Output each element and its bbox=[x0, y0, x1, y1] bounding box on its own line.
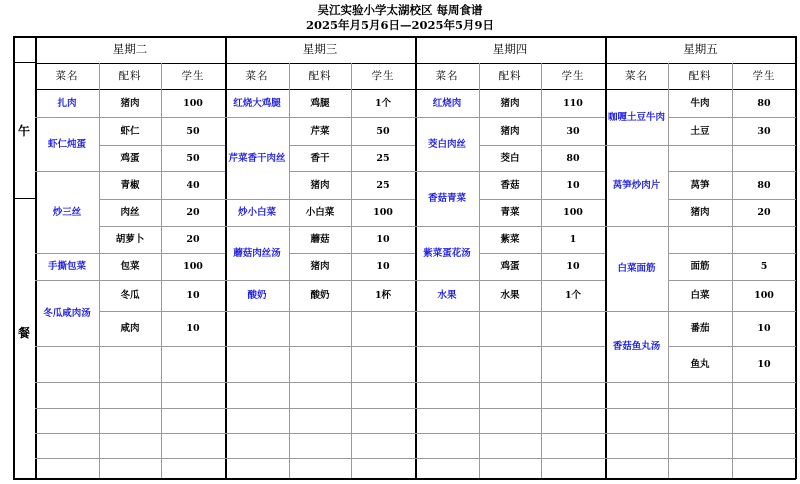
grid-line bbox=[605, 433, 668, 434]
ingredient: 猪肉 bbox=[690, 207, 710, 218]
lunch-label-char: 午 bbox=[17, 123, 30, 138]
student-quantity: 20 bbox=[186, 234, 200, 245]
grid-line bbox=[415, 311, 479, 312]
grid-line bbox=[225, 346, 289, 347]
ingredient: 猪肉 bbox=[310, 179, 330, 191]
ingredient: 莴笋 bbox=[690, 179, 710, 191]
student-quantity: 10 bbox=[186, 323, 200, 334]
grid-line bbox=[99, 346, 225, 347]
dish-name: 蘑菇肉丝汤 bbox=[233, 247, 281, 259]
column-header: 学生 bbox=[561, 69, 585, 82]
ingredient: 包菜 bbox=[120, 261, 140, 272]
ingredient: 鱼丸 bbox=[690, 358, 710, 370]
dish-name: 虾仁炖蛋 bbox=[47, 138, 86, 150]
grid-line bbox=[415, 382, 479, 383]
grid-line bbox=[13, 198, 35, 199]
ingredient: 水果 bbox=[500, 290, 520, 301]
ingredient: 猪肉 bbox=[500, 125, 520, 137]
grid-line bbox=[668, 226, 796, 227]
column-header: 配料 bbox=[688, 69, 712, 82]
student-quantity: 25 bbox=[376, 152, 390, 164]
ingredient: 香干 bbox=[310, 152, 330, 164]
grid-line bbox=[479, 458, 605, 459]
student-quantity: 50 bbox=[186, 125, 200, 137]
dish-name: 水果 bbox=[437, 290, 457, 301]
day-header: 星期四 bbox=[492, 42, 528, 56]
grid-line bbox=[35, 433, 99, 434]
student-quantity: 50 bbox=[376, 125, 390, 137]
column-header: 学生 bbox=[371, 69, 395, 82]
student-quantity: 20 bbox=[186, 207, 200, 218]
dish-name: 芹菜香干肉丝 bbox=[228, 152, 286, 164]
ingredient: 面筋 bbox=[690, 261, 710, 272]
student-quantity: 100 bbox=[373, 207, 393, 218]
ingredient: 蘑菇 bbox=[310, 234, 330, 245]
student-quantity: 100 bbox=[563, 207, 583, 218]
dish-name: 紫菜蛋花汤 bbox=[423, 247, 471, 259]
student-quantity: 20 bbox=[757, 207, 771, 218]
ingredient: 鸡蛋 bbox=[500, 261, 520, 272]
student-quantity: 10 bbox=[757, 358, 771, 370]
student-quantity: 80 bbox=[757, 179, 771, 191]
grid-line bbox=[289, 311, 415, 312]
grid-line bbox=[225, 382, 289, 383]
ingredient: 猪肉 bbox=[500, 97, 520, 109]
ingredient: 肉丝 bbox=[120, 207, 140, 218]
dish-name: 红烧大鸡腿 bbox=[233, 97, 281, 109]
grid-line bbox=[415, 346, 479, 347]
lunch-label-char: 餐 bbox=[17, 325, 30, 340]
grid-line bbox=[605, 382, 668, 383]
dish-name: 炒三丝 bbox=[52, 206, 82, 218]
grid-line bbox=[289, 408, 415, 409]
student-quantity: 25 bbox=[376, 179, 390, 191]
ingredient: 胡萝卜 bbox=[115, 234, 145, 245]
student-quantity: 10 bbox=[376, 261, 390, 272]
column-header: 菜名 bbox=[435, 69, 459, 82]
grid-line bbox=[289, 346, 415, 347]
grid-line bbox=[479, 408, 605, 409]
ingredient: 茭白 bbox=[500, 152, 520, 164]
dish-name: 香菇鱼丸汤 bbox=[612, 341, 661, 352]
column-header: 菜名 bbox=[625, 69, 648, 82]
day-header: 星期三 bbox=[302, 42, 338, 56]
column-header: 配料 bbox=[118, 69, 142, 82]
grid-line bbox=[668, 408, 796, 409]
grid-line bbox=[479, 382, 605, 383]
ingredient: 酸奶 bbox=[310, 290, 330, 301]
grid-line bbox=[479, 433, 605, 434]
grid-line bbox=[605, 458, 668, 459]
student-quantity: 110 bbox=[563, 97, 583, 109]
dish-name: 茭白肉丝 bbox=[427, 138, 466, 150]
student-quantity: 10 bbox=[566, 261, 580, 272]
grid-line bbox=[13, 36, 15, 479]
ingredient: 芹菜 bbox=[310, 125, 330, 137]
grid-line bbox=[225, 433, 289, 434]
grid-line bbox=[99, 458, 225, 459]
grid-line bbox=[289, 458, 415, 459]
dish-name: 手撕包菜 bbox=[47, 261, 86, 272]
grid-line bbox=[668, 145, 796, 146]
grid-line bbox=[99, 382, 225, 383]
menu-title: 吴江实验小学太湖校区 每周食谱 bbox=[317, 3, 483, 17]
column-header: 学生 bbox=[752, 69, 776, 82]
ingredient: 鸡蛋 bbox=[120, 152, 140, 164]
student-quantity: 100 bbox=[754, 290, 774, 301]
student-quantity: 10 bbox=[566, 179, 580, 191]
grid-line bbox=[13, 62, 35, 63]
student-quantity: 5 bbox=[760, 261, 768, 272]
dish-name: 咖喱土豆牛肉 bbox=[607, 111, 665, 123]
grid-line bbox=[225, 458, 289, 459]
ingredient: 咸肉 bbox=[120, 323, 140, 334]
column-header: 配料 bbox=[498, 69, 522, 82]
student-quantity: 1 bbox=[569, 234, 577, 245]
student-quantity: 1个 bbox=[564, 290, 582, 301]
dish-name: 红烧肉 bbox=[432, 97, 462, 109]
day-header: 星期二 bbox=[112, 42, 148, 56]
student-quantity: 80 bbox=[757, 97, 771, 109]
column-header: 菜名 bbox=[55, 69, 79, 82]
ingredient: 紫菜 bbox=[500, 234, 520, 245]
grid-line bbox=[99, 433, 225, 434]
grid-line bbox=[415, 408, 479, 409]
grid-line bbox=[668, 382, 796, 383]
student-quantity: 10 bbox=[376, 234, 390, 245]
grid-line bbox=[225, 311, 289, 312]
ingredient: 白菜 bbox=[690, 290, 710, 301]
dish-name: 莴笋炒肉片 bbox=[612, 180, 661, 191]
student-quantity: 50 bbox=[186, 152, 200, 164]
student-quantity: 100 bbox=[183, 97, 203, 109]
column-header: 学生 bbox=[181, 69, 205, 82]
ingredient: 虾仁 bbox=[120, 125, 140, 137]
dish-name: 扎肉 bbox=[57, 97, 77, 109]
student-quantity: 10 bbox=[757, 323, 771, 334]
student-quantity: 30 bbox=[566, 125, 580, 137]
grid-line bbox=[35, 382, 99, 383]
student-quantity: 80 bbox=[566, 152, 580, 164]
grid-line bbox=[479, 346, 605, 347]
column-header: 配料 bbox=[308, 69, 332, 82]
ingredient: 番茄 bbox=[690, 323, 710, 334]
ingredient: 青菜 bbox=[500, 207, 520, 218]
dish-name: 白菜面筋 bbox=[617, 263, 656, 274]
grid-line bbox=[415, 458, 479, 459]
ingredient: 鸡腿 bbox=[310, 97, 330, 109]
ingredient: 猪肉 bbox=[310, 261, 330, 272]
ingredient: 冬瓜 bbox=[120, 290, 140, 301]
grid-line bbox=[35, 458, 99, 459]
ingredient: 香菇 bbox=[500, 179, 520, 191]
ingredient: 土豆 bbox=[690, 125, 710, 137]
ingredient: 牛肉 bbox=[690, 97, 710, 109]
grid-line bbox=[289, 382, 415, 383]
dish-name: 香菇青菜 bbox=[427, 193, 466, 204]
grid-line bbox=[35, 346, 99, 347]
grid-line bbox=[605, 408, 668, 409]
ingredient: 青椒 bbox=[120, 179, 140, 191]
grid-line bbox=[35, 408, 99, 409]
student-quantity: 1个 bbox=[374, 97, 392, 109]
student-quantity: 10 bbox=[186, 290, 200, 301]
grid-line bbox=[289, 433, 415, 434]
column-header: 菜名 bbox=[245, 69, 269, 82]
dish-name: 酸奶 bbox=[247, 290, 267, 301]
day-header: 星期五 bbox=[683, 42, 718, 56]
student-quantity: 1杯 bbox=[374, 290, 392, 301]
grid-line bbox=[668, 433, 796, 434]
grid-line bbox=[225, 408, 289, 409]
date-range: 2025年月5月6日—2025年5月9日 bbox=[305, 18, 495, 32]
grid-line bbox=[99, 408, 225, 409]
student-quantity: 30 bbox=[757, 125, 771, 137]
student-quantity: 40 bbox=[186, 179, 200, 191]
grid-line bbox=[479, 311, 605, 312]
dish-name: 冬瓜咸肉汤 bbox=[43, 307, 91, 319]
grid-line bbox=[415, 433, 479, 434]
ingredient: 小白菜 bbox=[305, 207, 335, 218]
grid-line bbox=[668, 458, 796, 459]
dish-name: 炒小白菜 bbox=[237, 207, 276, 218]
ingredient: 猪肉 bbox=[120, 97, 140, 109]
student-quantity: 100 bbox=[183, 261, 203, 272]
grid-line bbox=[13, 478, 796, 480]
